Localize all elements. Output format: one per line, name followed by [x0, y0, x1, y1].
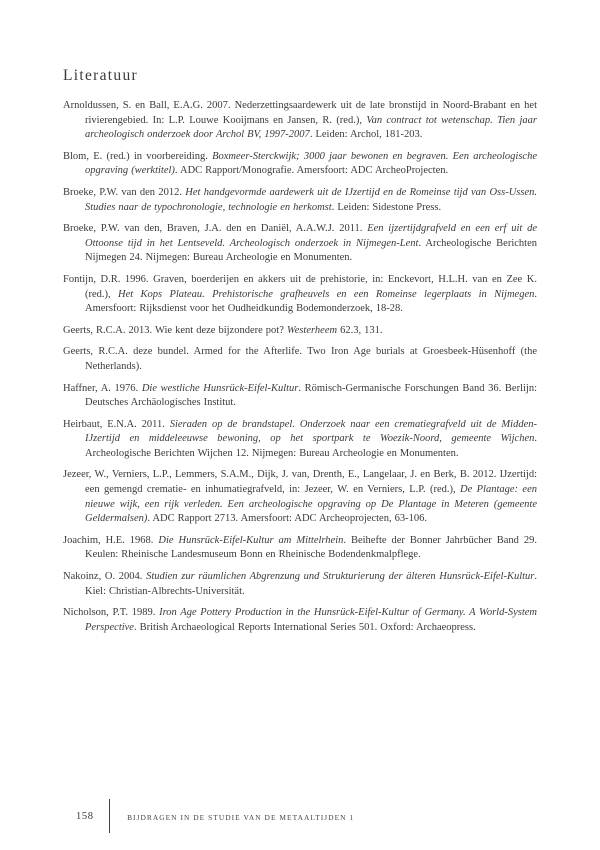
entry-text-italic: Een ijzertijdgrafveld en een erf uit de Ottoonse tijd in het Lentseveld. Archeologisch onderzoek in Nijmegen-Lent: [85, 223, 537, 249]
entry-text-italic: Het Kops Plateau. Prehistorische grafheuvels en een Romeinse legerplaats in Nijmegen: [118, 288, 535, 300]
entry-text-italic: Van contract tot wetenschap. Tien jaar archeologisch onderzoek door Archol BV, 1997-2007: [85, 114, 538, 141]
entry-text: Nicholson, P.T. 1989.: [63, 607, 160, 619]
entry-text: . Leiden: Sidestone Press.: [331, 201, 442, 213]
entry-text-italic: Boxmeer-Sterckwijk; 3000 jaar bewonen en begraven. Een archeologische opgraving (werktitel): [85, 150, 537, 177]
entry-text: Broeke, P.W. van den 2012.: [63, 186, 186, 198]
bibliography-entry: [63, 99, 537, 143]
entry-text-italic: Die Hunsrück-Eifel-Kultur am Mittelrhein: [158, 534, 344, 546]
page-number: 158: [76, 810, 94, 822]
entry-text: Jezeer, W., Verniers, L.P., Lemmers, S.A.M., Dijk, J. van, Drenth, E., Langelaar, J. en Berk, B. 2012. IJzertijd: een gemengd crematie- en inhumatiegrafveld, in: Jezeer, W. en Verniers, L.P. (red.),: [63, 469, 537, 496]
entry-text: . British Archaeological Reports International Series 501. Oxford: Archaeopress.: [133, 621, 476, 633]
bibliography-entry: [63, 273, 537, 317]
entry-text-italic: Studien zur räumlichen Abgrenzung und Strukturierung der älteren Hunsrück-Eifel-Kultur: [146, 571, 535, 583]
bibliography-entry: [63, 418, 537, 462]
bibliography-entry: [63, 382, 537, 411]
entry-text: . Kiel: Christian-Albrechts-Universität.: [85, 571, 537, 597]
entry-text-italic: Sieraden op de brandstapel. Onderzoek naar een crematiegrafveld uit de Midden-IJzertijd en middeleeuwse bewoning, op het sportpark te Woezik-Noord, gemeente Wijchen: [85, 418, 537, 445]
bibliography-entry: [63, 534, 537, 563]
entry-text: 62.3, 131.: [337, 324, 383, 336]
bibliography-entry: [63, 468, 537, 526]
page-title: Literatuur: [63, 67, 138, 84]
entry-text: . Amersfoort: Rijksdienst voor het Oudheidkundig Bodemonderzoek, 18-28.: [85, 288, 537, 315]
entry-text: . Beihefte der Bonner Jahrbücher Band 29. Keulen: Rheinische Landesmuseum Bonn en Rheinische Bodendenkmalpflege.: [85, 534, 537, 561]
entry-text: . Römisch-Germanische Forschungen Band 36. Berlijn: Deutsches Archäologisches Institut.: [85, 382, 537, 409]
entry-text: Haffner, A. 1976.: [63, 382, 142, 394]
bibliography-entry: [63, 222, 537, 266]
entry-text: Joachim, H.E. 1968.: [63, 534, 159, 546]
page-footer: [76, 799, 354, 833]
footer-divider: [109, 799, 111, 833]
entry-text: . Archeologische Berichten Nijmegen 24. Nijmegen: Bureau Archeologie en Monumenten.: [85, 237, 537, 264]
running-title: BIJDRAGEN IN DE STUDIE VAN DE METAALTIJDEN 1: [127, 812, 355, 822]
entry-text: Heirbaut, E.N.A. 2011.: [63, 418, 170, 430]
entry-text: . Archeologische Berichten Wijchen 12. Nijmegen: Bureau Archeologie en Monumenten.: [85, 433, 537, 459]
entry-text: Blom, E. (red.) in voorbereiding.: [63, 150, 213, 162]
entry-text-italic: Iron Age Pottery Production in the Hunsrück-Eifel-Kultur of Germany. A World-System Perspective: [85, 607, 537, 633]
entry-text-italic: Westerheem: [286, 324, 338, 336]
entry-text-italic: De Plantage: een nieuwe wijk, een rijk verleden. Een archeologische opgraving op De Plantage in Meteren (gemeente Geldermalsen): [85, 484, 537, 525]
entry-text: Nakoinz, O. 2004.: [63, 571, 147, 583]
entry-text: Geerts, R.C.A. deze bundel. Armed for the Afterlife. Two Iron Age burials at Groesbeek-Hüsenhoff (the Netherlands).: [63, 346, 537, 372]
entry-text: Fontijn, D.R. 1996. Graven, boerderijen en akkers uit de prehistorie, in: Enckevort, H.L.H. van en Zee K. (red.),: [63, 273, 537, 300]
entry-text: . Leiden: Archol, 181-203.: [309, 129, 423, 141]
bibliography-entry: [63, 570, 537, 599]
entry-text: Arnoldussen, S. en Ball, E.A.G. 2007. Nederzettingsaardewerk uit de late bronstijd in Noord-Brabant en het rivierengebied. In: L.P. Louwe Kooijmans en Jansen, R. (red.),: [63, 100, 537, 126]
bibliography-entry: [63, 606, 537, 635]
entry-text-italic: Het handgevormde aardewerk uit de IJzertijd en de Romeinse tijd van Oss-Ussen. Studies naar de typochronologie, technologie en herkomst: [85, 186, 538, 213]
entry-text: . ADC Rapport/Monografie. Amersfoort: ADC ArcheoProjecten.: [174, 165, 449, 177]
bibliography-entry: [63, 345, 537, 374]
entry-text: . ADC Rapport 2713. Amersfoort: ADC Archeoprojecten, 63-106.: [147, 513, 427, 525]
entry-text: Broeke, P.W. van den, Braven, J.A. den en Daniël, A.A.W.J. 2011.: [63, 223, 368, 235]
bibliography-entry: [63, 150, 537, 179]
bibliography-entry: [63, 186, 537, 215]
entry-text: Geerts, R.C.A. 2013. Wie kent deze bijzondere pot?: [63, 324, 287, 336]
bibliography-list: [63, 99, 537, 635]
entry-text-italic: Die westliche Hunsrück-Eifel-Kultur: [141, 382, 299, 394]
bibliography-entry: [63, 324, 537, 339]
